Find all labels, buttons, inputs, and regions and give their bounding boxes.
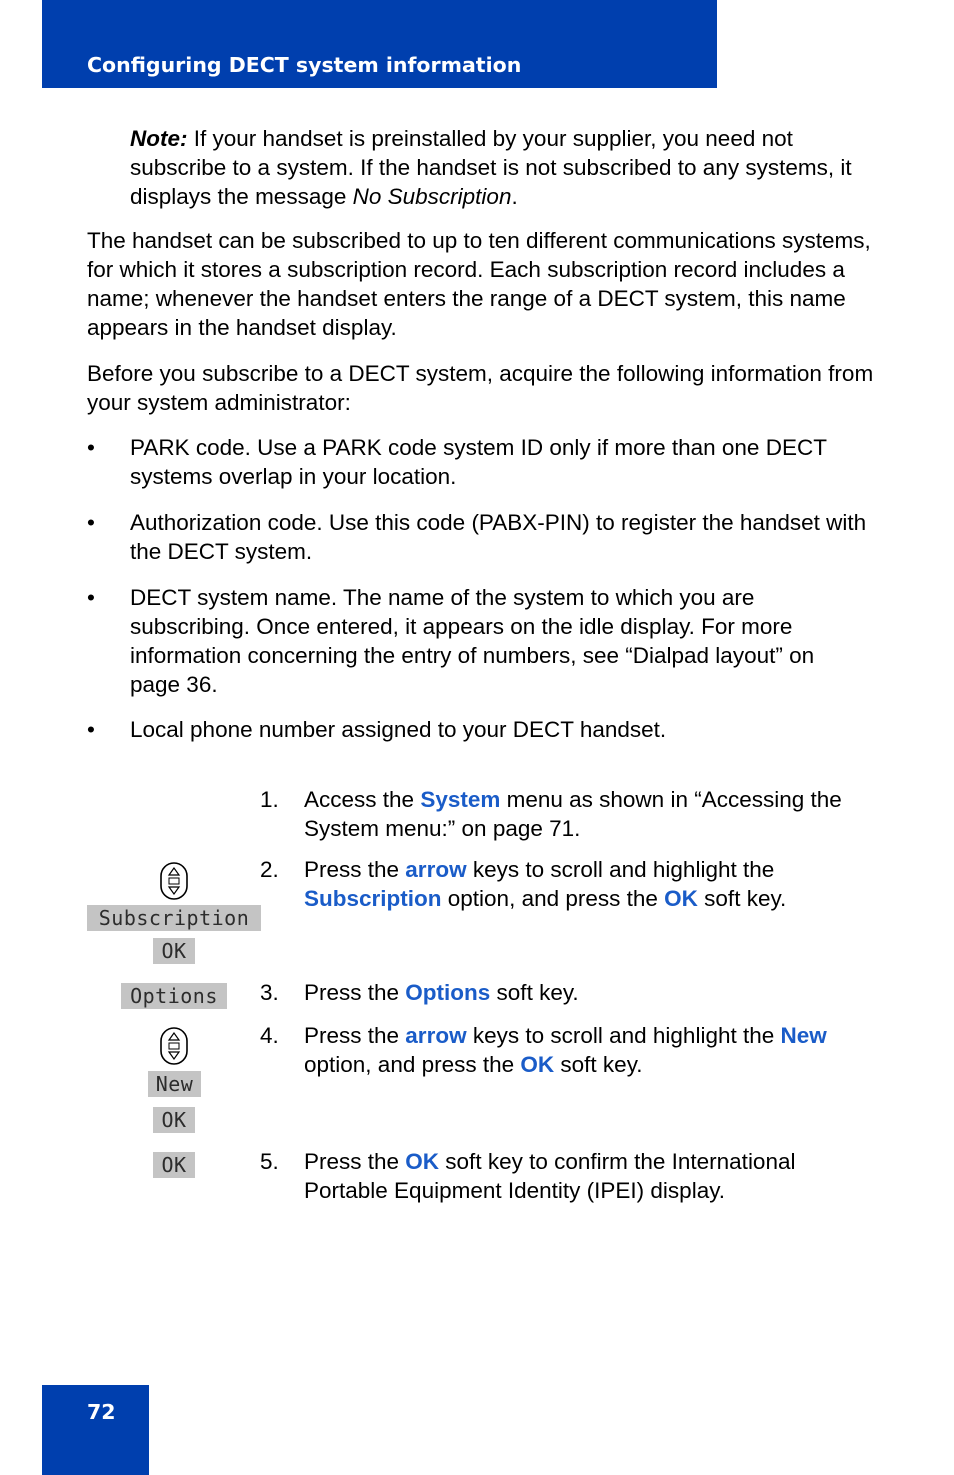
lcd-new: New — [148, 1071, 201, 1097]
bullet-text: Local phone number assigned to your DECT handset. — [130, 717, 667, 742]
keyword-ok: OK — [405, 1149, 440, 1174]
step-number: 4. — [260, 1023, 279, 1048]
step-number: 5. — [260, 1149, 279, 1174]
note-text-end: . — [511, 184, 518, 209]
keyword-subscription: Subscription — [304, 886, 442, 911]
step-number: 3. — [260, 980, 279, 1005]
bullet-text: PARK code. Use a PARK code system ID only if more than one DECT systems overlap in your location. — [130, 435, 827, 489]
keyword-options: Options — [405, 980, 491, 1005]
keyword-ok: OK — [520, 1052, 555, 1077]
navigation-key-icon — [159, 1026, 189, 1066]
step-number: 1. — [260, 787, 279, 812]
step-number: 2. — [260, 857, 279, 882]
page-number: 72 — [87, 1400, 116, 1424]
note-text: If your handset is preinstalled by your supplier, you need not subscribe to a system. If the handset is not subscribed to any systems, it displays the message — [130, 126, 852, 209]
lcd-subscription: Subscription — [87, 905, 261, 931]
keyword-system: System — [420, 787, 501, 812]
keyword-new: New — [780, 1023, 827, 1048]
bullet-text: DECT system name. The name of the system to which you are subscribing. Once entered, it appears on the idle display. For more information concerning the entry of numbers, see “Dialpad layout” on page 36. — [130, 585, 815, 697]
paragraph-before-subscribe: Before you subscribe to a DECT system, acquire the following information from your system administrator: — [87, 361, 874, 415]
navigation-key-icon — [159, 861, 189, 901]
page-number-box — [42, 1385, 149, 1475]
bullet-symbol: • — [87, 435, 95, 460]
note-emphasis: No Subscription — [352, 184, 512, 209]
note — [130, 124, 860, 211]
keyword-ok: OK — [664, 886, 698, 911]
bullet-symbol: • — [87, 510, 95, 535]
header-banner — [42, 0, 717, 88]
bullet-text: Authorization code. Use this code (PABX-PIN) to register the handset with the DECT system. — [130, 510, 867, 564]
header-title: Configuring DECT system information — [87, 53, 522, 77]
bullet-symbol: • — [87, 717, 95, 742]
bullet-symbol: • — [87, 585, 95, 610]
paragraph-subscription-intro: The handset can be subscribed to up to ten different communications systems, for which it stores a subscription record. Each subscription record includes a name; whenever the handset enters the range of a DECT system, this name appears in the handset display. — [87, 228, 871, 340]
lcd-ok-softkey: OK — [153, 1107, 195, 1133]
lcd-ok-softkey: OK — [153, 938, 195, 964]
lcd-ok-softkey: OK — [153, 1152, 195, 1178]
keyword-arrow: arrow — [405, 857, 467, 882]
note-label: Note: — [130, 126, 188, 151]
lcd-options-softkey: Options — [121, 983, 227, 1009]
keyword-arrow: arrow — [405, 1023, 467, 1048]
